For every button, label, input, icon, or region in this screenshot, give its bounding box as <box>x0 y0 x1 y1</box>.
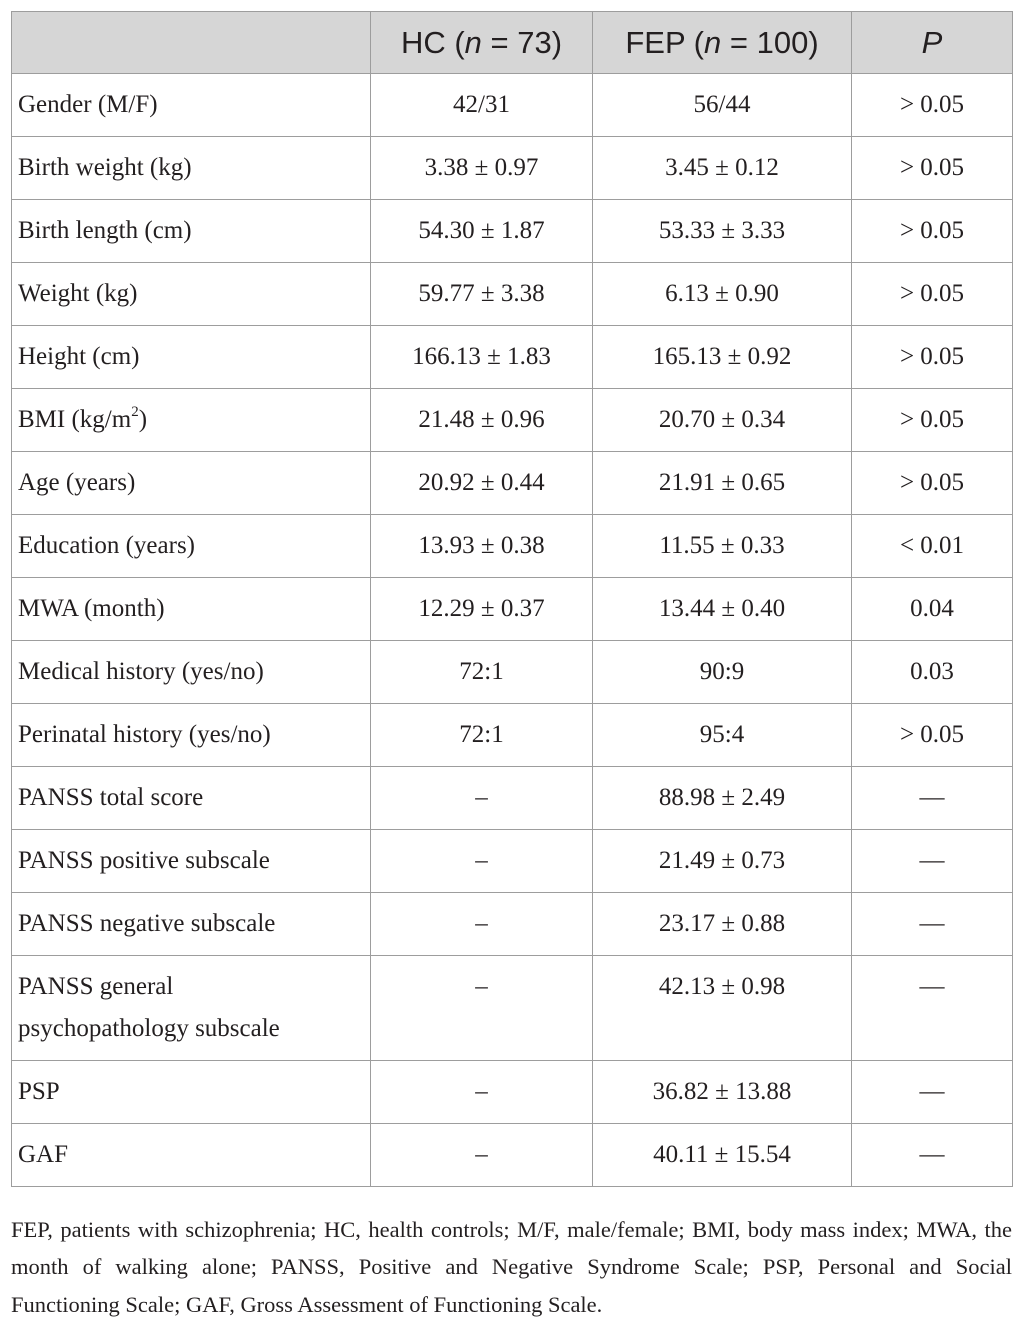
header-hc <box>371 12 593 74</box>
hc-value: 12.29 ± 0.37 <box>371 578 593 641</box>
fep-value: 40.11 ± 15.54 <box>593 1124 852 1187</box>
row-label: Birth length (cm) <box>12 200 371 263</box>
fep-value: 42.13 ± 0.98 <box>593 956 852 1061</box>
hc-value: – <box>371 893 593 956</box>
fep-value: 88.98 ± 2.49 <box>593 767 852 830</box>
table-row <box>12 1061 1013 1124</box>
p-value: — <box>852 893 1013 956</box>
row-label: PANSS positive subscale <box>12 830 371 893</box>
p-value: — <box>852 1124 1013 1187</box>
hc-value: 20.92 ± 0.44 <box>371 452 593 515</box>
p-value: — <box>852 1061 1013 1124</box>
table-row <box>12 452 1013 515</box>
fep-value: 6.13 ± 0.90 <box>593 263 852 326</box>
table-row <box>12 200 1013 263</box>
header-fep-suffix: = 100) <box>721 25 818 60</box>
table-row <box>12 515 1013 578</box>
row-label: PANSS total score <box>12 767 371 830</box>
row-label-suffix: ) <box>139 406 147 433</box>
hc-value: – <box>371 830 593 893</box>
data-table-container <box>11 11 1012 1187</box>
header-fep-n: n <box>704 25 721 60</box>
row-label-prefix: BMI (kg/m <box>18 406 131 433</box>
header-row <box>12 12 1013 74</box>
hc-value: 72:1 <box>371 641 593 704</box>
table-row <box>12 893 1013 956</box>
header-hc-n: n <box>465 25 482 60</box>
hc-value: 3.38 ± 0.97 <box>371 137 593 200</box>
table-row <box>12 326 1013 389</box>
table-row <box>12 767 1013 830</box>
p-value: > 0.05 <box>852 452 1013 515</box>
header-hc-suffix: = 73) <box>482 25 562 60</box>
row-label: Weight (kg) <box>12 263 371 326</box>
hc-value: 42/31 <box>371 74 593 137</box>
row-label: MWA (month) <box>12 578 371 641</box>
p-value: 0.03 <box>852 641 1013 704</box>
row-label: PANSS negative subscale <box>12 893 371 956</box>
fep-value: 56/44 <box>593 74 852 137</box>
p-value: — <box>852 767 1013 830</box>
p-value: > 0.05 <box>852 263 1013 326</box>
p-value: < 0.01 <box>852 515 1013 578</box>
table-row <box>12 74 1013 137</box>
fep-value: 20.70 ± 0.34 <box>593 389 852 452</box>
header-fep-prefix: FEP ( <box>625 25 704 60</box>
p-value: > 0.05 <box>852 137 1013 200</box>
fep-value: 95:4 <box>593 704 852 767</box>
demographics-table <box>11 11 1013 1187</box>
row-label: Medical history (yes/no) <box>12 641 371 704</box>
header-p-label: P <box>922 25 943 60</box>
table-row <box>12 956 1013 1061</box>
hc-value: 166.13 ± 1.83 <box>371 326 593 389</box>
fep-value: 53.33 ± 3.33 <box>593 200 852 263</box>
table-row <box>12 137 1013 200</box>
table-header <box>12 12 1013 74</box>
table-row <box>12 263 1013 326</box>
header-hc-prefix: HC ( <box>401 25 465 60</box>
hc-value: – <box>371 767 593 830</box>
hc-value: 72:1 <box>371 704 593 767</box>
row-label: Education (years) <box>12 515 371 578</box>
table-body <box>12 74 1013 1187</box>
fep-value: 11.55 ± 0.33 <box>593 515 852 578</box>
row-label <box>12 389 371 452</box>
fep-value: 36.82 ± 13.88 <box>593 1061 852 1124</box>
table-footnote: FEP, patients with schizophrenia; HC, health controls; M/F, male/female; BMI, body mass index; MWA, the month of walking alone; PANSS, Positive and Negative Syndrome Scale; PSP, Personal and Social Functioning Scale; GAF, Gross Assessment of Functioning Scale. <box>11 1211 1012 1323</box>
p-value: 0.04 <box>852 578 1013 641</box>
row-label-sup: 2 <box>131 404 139 420</box>
row-label: Birth weight (kg) <box>12 137 371 200</box>
fep-value: 21.49 ± 0.73 <box>593 830 852 893</box>
row-label-line1: PANSS general <box>18 973 173 1000</box>
row-label: Perinatal history (yes/no) <box>12 704 371 767</box>
p-value: > 0.05 <box>852 704 1013 767</box>
p-value: — <box>852 830 1013 893</box>
fep-value: 13.44 ± 0.40 <box>593 578 852 641</box>
row-label: Age (years) <box>12 452 371 515</box>
table-row <box>12 389 1013 452</box>
fep-value: 3.45 ± 0.12 <box>593 137 852 200</box>
row-label <box>12 956 371 1061</box>
row-label: Height (cm) <box>12 326 371 389</box>
p-value: — <box>852 956 1013 1061</box>
p-value: > 0.05 <box>852 389 1013 452</box>
header-empty <box>12 12 371 74</box>
table-row <box>12 830 1013 893</box>
header-p <box>852 12 1013 74</box>
fep-value: 165.13 ± 0.92 <box>593 326 852 389</box>
p-value: > 0.05 <box>852 74 1013 137</box>
hc-value: – <box>371 1061 593 1124</box>
hc-value: 59.77 ± 3.38 <box>371 263 593 326</box>
p-value: > 0.05 <box>852 200 1013 263</box>
fep-value: 90:9 <box>593 641 852 704</box>
table-row <box>12 641 1013 704</box>
header-fep <box>593 12 852 74</box>
p-value: > 0.05 <box>852 326 1013 389</box>
hc-value: – <box>371 956 593 1061</box>
hc-value: – <box>371 1124 593 1187</box>
hc-value: 21.48 ± 0.96 <box>371 389 593 452</box>
hc-value: 54.30 ± 1.87 <box>371 200 593 263</box>
row-label: GAF <box>12 1124 371 1187</box>
table-row <box>12 704 1013 767</box>
fep-value: 23.17 ± 0.88 <box>593 893 852 956</box>
table-row <box>12 578 1013 641</box>
table-row <box>12 1124 1013 1187</box>
row-label: PSP <box>12 1061 371 1124</box>
hc-value: 13.93 ± 0.38 <box>371 515 593 578</box>
row-label-line2: psychopathology subscale <box>18 1015 280 1042</box>
row-label: Gender (M/F) <box>12 74 371 137</box>
fep-value: 21.91 ± 0.65 <box>593 452 852 515</box>
